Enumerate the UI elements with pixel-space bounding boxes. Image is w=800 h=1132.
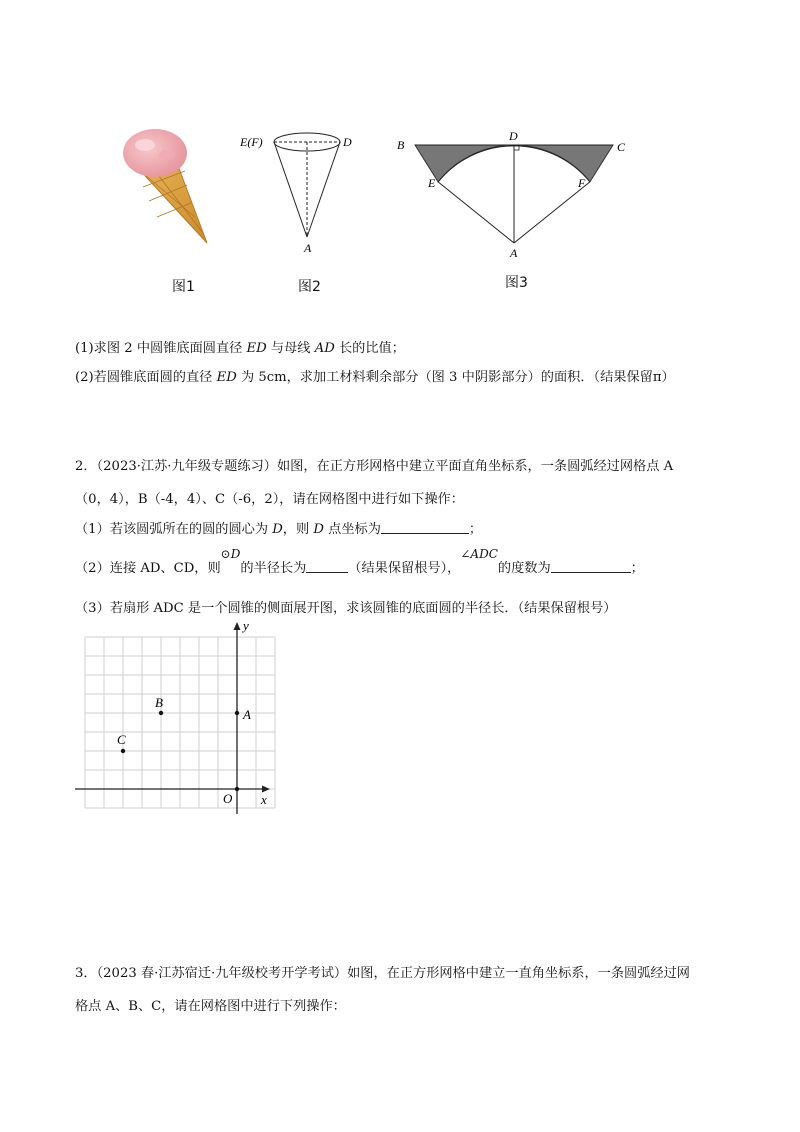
label-f: F	[578, 176, 586, 190]
point-a-label: A	[243, 707, 251, 722]
label-d: D	[343, 135, 352, 149]
q1-part1: (1)求图 2 中圆锥底面圆直径 ED 与母线 AD 长的比值；	[75, 341, 405, 356]
figure-1-ice-cream	[115, 125, 220, 250]
label-a: A	[510, 246, 518, 260]
axis-x-label: x	[261, 792, 267, 807]
figure-3-caption: 图3	[505, 275, 528, 291]
origin-point	[235, 787, 239, 791]
point-c-label: C	[117, 732, 126, 747]
figure-3-sector	[392, 125, 632, 260]
q2-line1: 2．（2023·江苏·九年级专题练习）如图，在正方形网格中建立平面直角坐标系，一条圆弧经过网格点 A	[75, 459, 674, 474]
q2-part2: （2）连接 AD、CD，则⊙D的半径长为 （结果保留根号），∠ADC的度数为 ；	[75, 547, 644, 576]
figure-2-cone	[235, 125, 365, 255]
q2-line2: （0，4），B（-4，4）、C（-6，2），请在网格图中进行如下操作：	[75, 492, 464, 507]
label-ef: E(F)	[240, 135, 263, 149]
figure-1-caption: 图1	[172, 279, 195, 295]
q2-part1: （1）若该圆弧所在的圆的圆心为 D，则 D 点坐标为 ；	[75, 522, 483, 537]
scoop-shape	[123, 129, 187, 177]
point-c	[121, 749, 125, 753]
point-b	[159, 711, 163, 715]
answer-blank-1	[381, 521, 469, 534]
q3-line2: 格点 A、B、C，请在网格图中进行下列操作：	[75, 999, 346, 1014]
label-a: A	[304, 241, 312, 255]
answer-blank-3	[551, 560, 631, 573]
origin-label: O	[223, 791, 233, 806]
figure-2-caption: 图2	[298, 279, 321, 295]
circle-d-symbol: ⊙D	[220, 547, 241, 561]
q1-part2: (2)若圆锥底面圆的直径 ED 为 5cm，求加工材料剩余部分（图 3 中阴影部分）的面积．（结果保留π）	[75, 370, 675, 385]
label-d: D	[509, 129, 518, 143]
point-b-label: B	[155, 695, 163, 710]
q3-line1: 3．（2023 春·江苏宿迁·九年级校考开学考试）如图，在正方形网格中建立一直角坐标系，一条圆弧经过网	[75, 966, 690, 981]
angle-adc-symbol: ∠ADC	[460, 547, 498, 561]
q2-part3: （3）若扇形 ADC 是一个圆锥的侧面展开图，求该圆锥的底面圆的半径长．（结果保留根号）	[75, 601, 617, 616]
answer-blank-2	[306, 560, 348, 573]
shaded-region-right	[514, 145, 613, 182]
label-c: C	[617, 140, 626, 154]
axis-y-label: y	[243, 618, 249, 633]
label-b: B	[397, 138, 405, 152]
point-a	[235, 711, 239, 715]
coordinate-grid	[70, 618, 285, 818]
label-e: E	[428, 176, 436, 190]
